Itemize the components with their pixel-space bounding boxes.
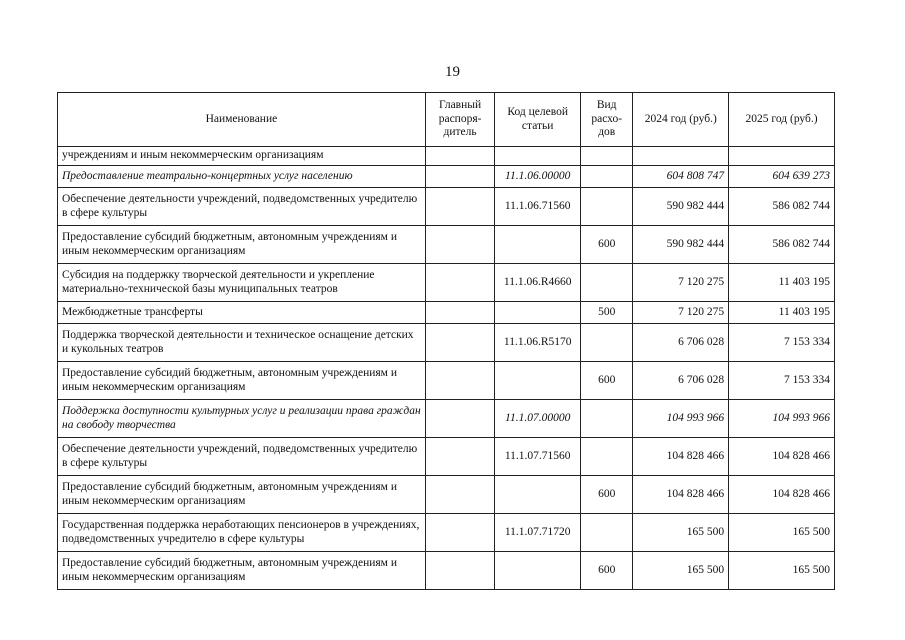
- table-row: [58, 552, 835, 590]
- cell-type: [581, 438, 633, 476]
- cell-name: Межбюджетные трансферты: [58, 302, 426, 324]
- header-name: Наименование: [58, 93, 426, 147]
- table-row: [58, 438, 835, 476]
- cell-amount-2025: 7 153 334: [729, 362, 835, 400]
- cell-name: Обеспечение деятельности учреждений, подведомственных учредителю в сфере культуры: [58, 438, 426, 476]
- cell-code: [495, 147, 581, 166]
- cell-type: [581, 166, 633, 188]
- cell-amount-2025: 7 153 334: [729, 324, 835, 362]
- cell-amount-2025: 165 500: [729, 514, 835, 552]
- cell-type: [581, 264, 633, 302]
- cell-amount-2024: [633, 147, 729, 166]
- header-year-2024: 2024 год (руб.): [633, 93, 729, 147]
- cell-code: 11.1.06.R4660: [495, 264, 581, 302]
- cell-code: [495, 226, 581, 264]
- cell-amount-2025: 104 993 966: [729, 400, 835, 438]
- cell-amount-2025: 604 639 273: [729, 166, 835, 188]
- cell-amount-2024: 165 500: [633, 514, 729, 552]
- cell-admin: [425, 400, 495, 438]
- cell-amount-2024: 6 706 028: [633, 324, 729, 362]
- cell-type: [581, 147, 633, 166]
- cell-amount-2024: 590 982 444: [633, 226, 729, 264]
- table-row: [58, 302, 835, 324]
- cell-amount-2025: 11 403 195: [729, 302, 835, 324]
- cell-type: 600: [581, 362, 633, 400]
- cell-code: 11.1.06.00000: [495, 166, 581, 188]
- table-row: [58, 514, 835, 552]
- header-code: Код целевой статьи: [495, 93, 581, 147]
- cell-name: Поддержка доступности культурных услуг и реализации права граждан на свободу творчества: [58, 400, 426, 438]
- cell-code: [495, 302, 581, 324]
- cell-code: [495, 552, 581, 590]
- cell-admin: [425, 264, 495, 302]
- cell-name: Предоставление субсидий бюджетным, автономным учреждениям и иным некоммерческим организациям: [58, 476, 426, 514]
- cell-type: 500: [581, 302, 633, 324]
- cell-name: Предоставление субсидий бюджетным, автономным учреждениям и иным некоммерческим организациям: [58, 552, 426, 590]
- header-type: Вид расхо-дов: [581, 93, 633, 147]
- page-number: 19: [445, 64, 460, 80]
- table-row: [58, 226, 835, 264]
- cell-type: 600: [581, 226, 633, 264]
- cell-amount-2025: [729, 147, 835, 166]
- cell-type: [581, 324, 633, 362]
- cell-name: Государственная поддержка неработающих пенсионеров в учреждениях, подведомственных учредителю в сфере культуры: [58, 514, 426, 552]
- cell-amount-2024: 104 828 466: [633, 438, 729, 476]
- table-body: [58, 147, 835, 590]
- cell-amount-2024: 104 993 966: [633, 400, 729, 438]
- cell-admin: [425, 324, 495, 362]
- header-admin: Главный распоря-дитель: [425, 93, 495, 147]
- cell-amount-2024: 7 120 275: [633, 302, 729, 324]
- cell-code: [495, 362, 581, 400]
- cell-code: 11.1.06.R5170: [495, 324, 581, 362]
- cell-amount-2024: 104 828 466: [633, 476, 729, 514]
- cell-name: Предоставление театрально-концертных услуг населению: [58, 166, 426, 188]
- cell-amount-2025: 104 828 466: [729, 476, 835, 514]
- table-row: [58, 324, 835, 362]
- cell-admin: [425, 476, 495, 514]
- table-row: [58, 476, 835, 514]
- cell-type: 600: [581, 552, 633, 590]
- cell-admin: [425, 438, 495, 476]
- table-header: [58, 93, 835, 147]
- cell-amount-2024: 590 982 444: [633, 188, 729, 226]
- cell-name: Предоставление субсидий бюджетным, автономным учреждениям и иным некоммерческим организациям: [58, 226, 426, 264]
- table-row: [58, 264, 835, 302]
- cell-amount-2024: 165 500: [633, 552, 729, 590]
- cell-code: 11.1.07.00000: [495, 400, 581, 438]
- cell-name: учреждениям и иным некоммерческим организациям: [58, 147, 426, 166]
- cell-type: 600: [581, 476, 633, 514]
- cell-admin: [425, 147, 495, 166]
- cell-type: [581, 400, 633, 438]
- cell-amount-2025: 104 828 466: [729, 438, 835, 476]
- budget-table: [57, 92, 835, 590]
- table-row: [58, 166, 835, 188]
- table-row: [58, 400, 835, 438]
- cell-name: Субсидия на поддержку творческой деятельности и укрепление материально-технической базы муниципальных театров: [58, 264, 426, 302]
- table-row: [58, 188, 835, 226]
- cell-admin: [425, 552, 495, 590]
- cell-code: [495, 476, 581, 514]
- cell-amount-2025: 586 082 744: [729, 188, 835, 226]
- cell-amount-2025: 586 082 744: [729, 226, 835, 264]
- table-row: [58, 362, 835, 400]
- cell-admin: [425, 362, 495, 400]
- cell-amount-2025: 165 500: [729, 552, 835, 590]
- cell-name: Поддержка творческой деятельности и техническое оснащение детских и кукольных театров: [58, 324, 426, 362]
- cell-amount-2024: 6 706 028: [633, 362, 729, 400]
- cell-admin: [425, 166, 495, 188]
- cell-type: [581, 514, 633, 552]
- header-year-2025: 2025 год (руб.): [729, 93, 835, 147]
- cell-code: 11.1.06.71560: [495, 188, 581, 226]
- cell-admin: [425, 188, 495, 226]
- cell-admin: [425, 302, 495, 324]
- table-row: [58, 147, 835, 166]
- cell-amount-2024: 604 808 747: [633, 166, 729, 188]
- cell-amount-2025: 11 403 195: [729, 264, 835, 302]
- cell-amount-2024: 7 120 275: [633, 264, 729, 302]
- cell-name: Обеспечение деятельности учреждений, подведомственных учредителю в сфере культуры: [58, 188, 426, 226]
- cell-name: Предоставление субсидий бюджетным, автономным учреждениям и иным некоммерческим организациям: [58, 362, 426, 400]
- cell-admin: [425, 226, 495, 264]
- cell-admin: [425, 514, 495, 552]
- cell-type: [581, 188, 633, 226]
- cell-code: 11.1.07.71720: [495, 514, 581, 552]
- cell-code: 11.1.07.71560: [495, 438, 581, 476]
